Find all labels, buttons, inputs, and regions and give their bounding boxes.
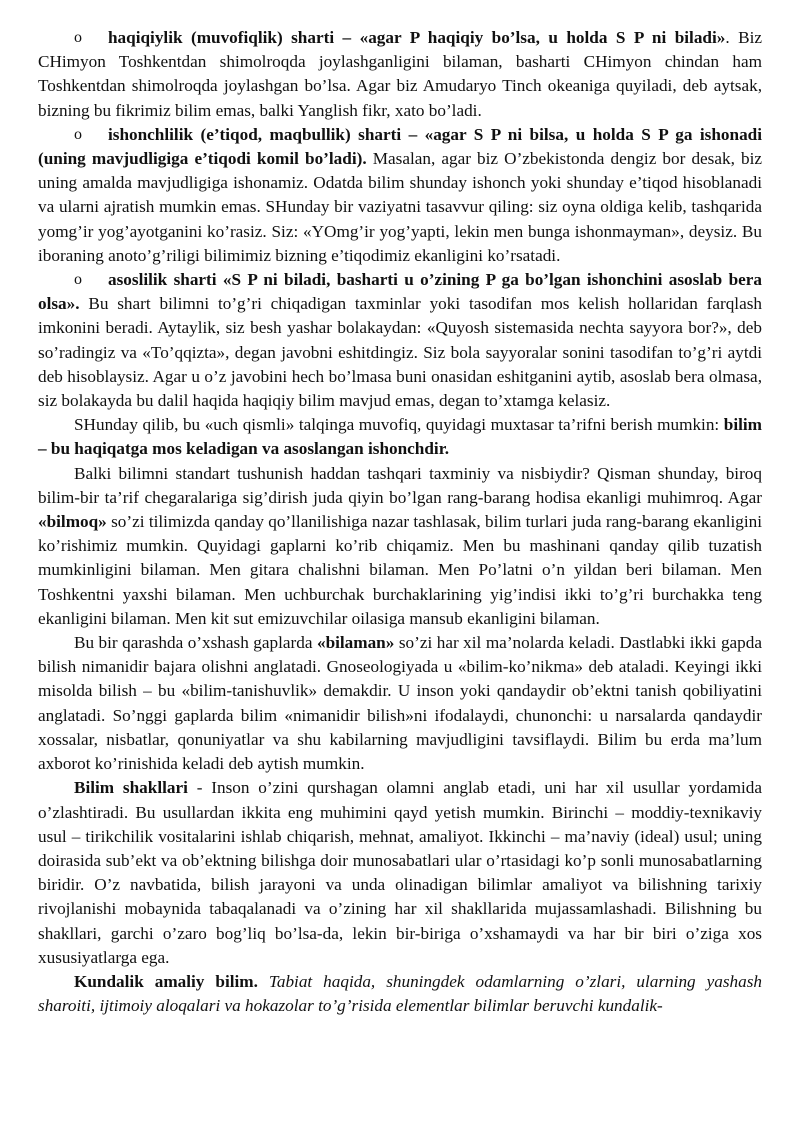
everyday-knowledge-paragraph <box>38 970 762 1018</box>
knowledge-forms-heading: Bilim shakllari <box>74 778 188 798</box>
condition-justification-text: Bu shart bilimni to’g’ri chiqadigan taxminlar yoki tasodifan mos kelish hollaridan farqlash imkonini beradi. Aytaylik, siz besh yashar bolakaydan: «Quyosh sistemasida nechta sayyora bor?», deb so’radingiz va «To’qqizta», degan javobni eshitdingiz. Siz bola sayyoralar sonini tasodifan to’g’ri aytdi deb hisoblaysiz. Agar u o’z javobini hech bo’lmasa buni onasidan eshitganini aytib, asoslab bera olmasa, siz bolakayda bu dalil haqida haqiqiy bilim mavjud emas, degan to’xtamga kelasiz. <box>38 294 762 411</box>
condition-truth-text: . Biz CHimyon Toshkentdan shimolroqda joylashganligini bilaman, basharti CHimyon chindan ham Toshkentdan shimolroqda joylashgan bo’lsa. Agar biz Amudaryo Tinch okeaniga quyiladi, deb aytsak, bizning bu fikrimiz bilim emas, balki Yanglish fikr, xato bo’ladi. <box>38 28 762 120</box>
condition-truth-paragraph <box>38 26 762 123</box>
definition-paragraph <box>38 413 762 461</box>
knowledge-types-paragraph <box>38 462 762 631</box>
condition-belief-heading: ishonchlilik (e’tiqod, maqbullik) sharti – «agar S P ni bilsa, u holda S P ga ishonadi (uning mavjudligiga e’tiqodi komil bo’ladi). <box>38 124 762 169</box>
knowledge-forms-text: - Inson o’zini qurshagan olamni anglab etadi, uni har xil usullar yordamida o’zlashtiradi. Bu usullardan ikkita eng muhimini qayd yetish mumkin. Birinchi – moddiy-texnikaviy usul – tirikchilik vositalarini ishlab chiqarish, mehnat, amaliyot. Ikkinchi – ma’naviy (ideal) usul; uning doirasida sub’ekt va ob’ektning bilishga doir munosabatlari ular o’rtasidagi ko’p sonli munosabatlarning biridir. O’z navbatida, bilish jarayoni va unda olinadigan bilimlar amaliyot va bilishning tarixiy rivojlanishi mobaynida tabaqalanadi va o’zining har xil shakllarida mujassamlashadi. Bilishning bu shakllari, garchi o’zaro bog’liq bo’lsa-da, lekin bir-biriga o’xshamaydi va har bir biri o’ziga xos xususiyatlarga ega. <box>38 778 762 967</box>
everyday-knowledge-text: Tabiat haqida, shuningdek odamlarning o’zlari, ularning yashash sharoiti, ijtimoiy aloqalari va hokazolar to’g’risida elementlar bilimlar beruvchi kundalik- <box>38 971 762 1016</box>
knowledge-types-text-1: Balki bilimni standart tushunish haddan tashqari taxminiy va nisbiydir? Qisman shunday, biroq bilim-bir ta’rif chegaralariga sig’dirish juda qiyin bo’lgan rang-barang hodisa ekanligi muhimroq. Agar <box>38 463 762 507</box>
meanings-paragraph <box>38 631 762 776</box>
meanings-text-1: Bu bir qarashda o’xshash gaplarda <box>74 633 317 653</box>
knowledge-forms-paragraph <box>38 776 762 970</box>
definition-intro-text: SHunday qilib, bu «uch qismli» talqinga muvofiq, quyidagi muxtasar ta’rifni berish mumkin: <box>74 415 724 435</box>
condition-belief-text: Masalan, agar biz O’zbekistonda dengiz bor desak, biz uning amalda mavjudligiga ishonamiz. Odatda bilim shunday ishonch yoki shunday e’tiqod hisoblanadi va ularni ajratish mumkin emas. SHunday bir vaziyatni tasavvur qiling: siz oyna oldiga kelib, tashqarida yomg’ir yog’ayotganini ko’rasiz. Siz: «YOmg’ir yog’yapti, lekin men bunga ishonmayman», deysiz. Bu iboraning anoto’g’riligi bilimimiz bizning e’tiqodimiz ekanligini ko’rsatadi. <box>38 149 762 265</box>
knowledge-types-text-2: so’zi tilimizda qanday qo’llanilishiga nazar tashlasak, bilim turlari juda rang-barang ekanligini ko’rishimiz mumkin. Quyidagi gaplarni ko’rib chiqamiz. Men bu mashinani qanday qilib tuzatish mumkinligini bilaman. Men gitara chalishni bilaman. Men Po’latni o’n yildan beri bilaman. Men Toshkentni yaxshi bilaman. Men uchburchak burchaklarining yig’indisi ikki to’g’ri burchakka teng ekanligini bilaman. Men kit sut emizuvchilar oilasiga mansub ekanligini bilaman. <box>38 512 762 628</box>
term-bilmoq: «bilmoq» <box>38 512 107 532</box>
condition-justification-heading: asoslilik sharti «S P ni biladi, basharti u o’zining P ga bo’lgan ishonchini asoslab bera olsa». <box>38 270 762 314</box>
bullet-marker: o <box>74 271 82 289</box>
everyday-knowledge-heading: Kundalik amaliy bilim. <box>74 971 258 991</box>
term-bilaman: «bilaman» <box>316 633 395 653</box>
condition-belief-paragraph <box>38 123 762 268</box>
bullet-marker: o <box>74 29 82 46</box>
bullet-marker: o <box>74 125 82 143</box>
meanings-text-2: so’zi har xil ma’nolarda keladi. Dastlabki ikki gapda bilish nimanidir bajara olishni anglatadi. Gnoseologiyada u «bilim-ko’nikma» deb ataladi. Keyingi ikki misolda bilish – bu «bilim-tanishuvlik» demakdir. U inson yoki qandaydir ob’ektni tanish qobiliyatini anglatadi. So’nggi gaplarda bilim «nimanidir bilish»ni ifodalaydi, chunonchi: u narsalarda qandaydir xossalar, nisbatlar, qonuniyatlar va shu kabilarning mavjudligini tavsiflaydi. Bilim bu erda ma’lum axborot ko’rinishida keladi deb aytish mumkin. <box>38 633 762 774</box>
condition-truth-heading: haqiqiylik (muvofiqlik) sharti – «agar P haqiqiy bo’lsa, u holda S P ni biladi» <box>108 28 726 47</box>
condition-justification-paragraph <box>38 268 762 413</box>
knowledge-definition: bilim – bu haqiqatga mos keladigan va asoslangan ishonchdir. <box>38 415 762 459</box>
